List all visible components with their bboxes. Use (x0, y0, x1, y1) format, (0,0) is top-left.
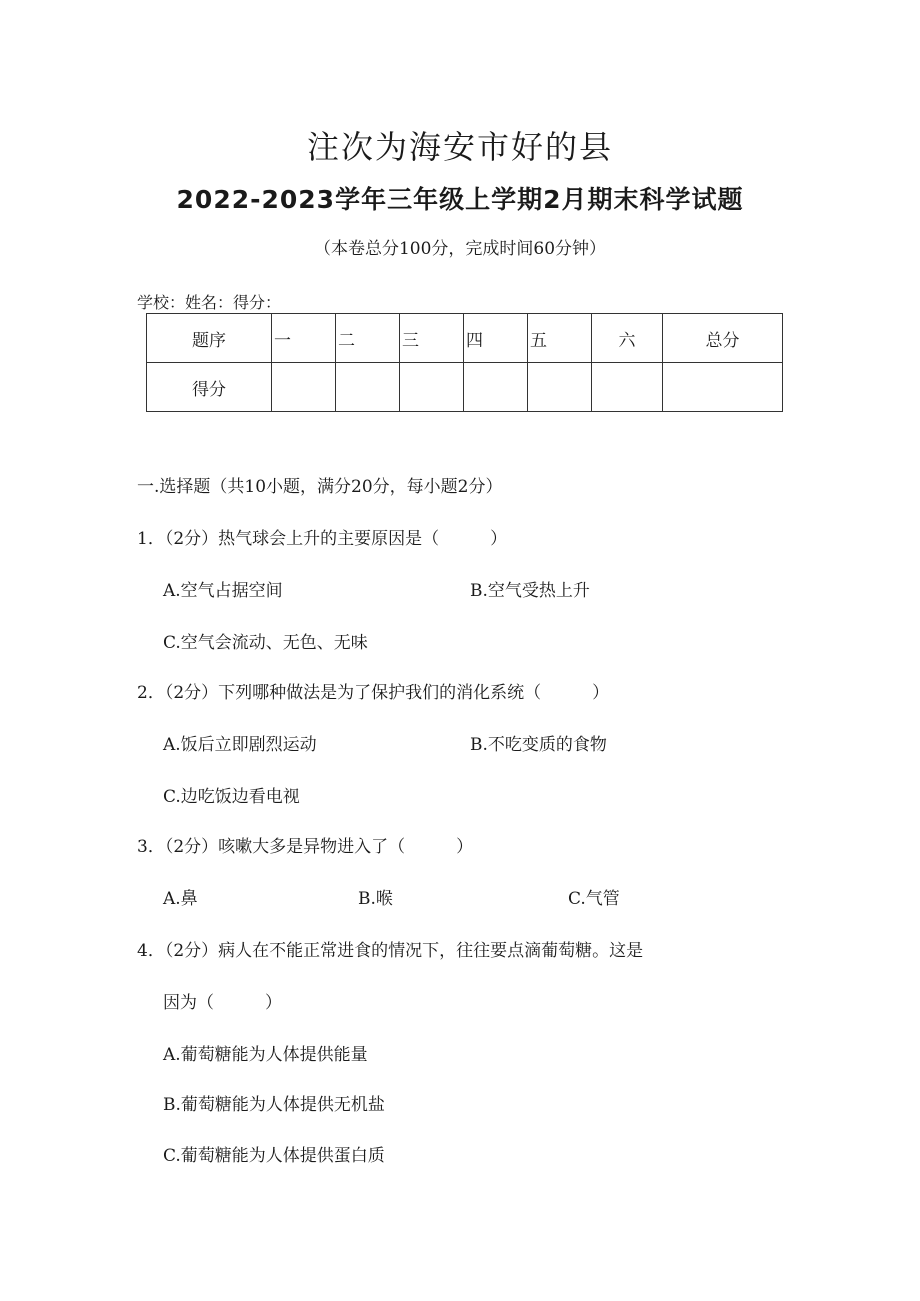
question-stem-line-2: 因为（ ） (163, 993, 282, 1013)
question-stem-line-1: 4．（2分）病人在不能正常进食的情况下，往往要点滴葡萄糖。这是 (137, 941, 644, 961)
score-input-1[interactable] (272, 363, 336, 412)
question-stem: 3．（2分）咳嗽大多是异物进入了（ ） (137, 837, 474, 857)
option-b[interactable]: B.喉 (358, 889, 393, 909)
option-a[interactable]: A.空气占据空间 (163, 581, 283, 601)
table-cell-4: 四 (464, 314, 528, 363)
table-cell-order: 题序 (147, 314, 272, 363)
section-heading: 一.选择题（共10小题，满分20分，每小题2分） (137, 477, 503, 497)
option-b[interactable]: B.不吃变质的食物 (470, 735, 607, 755)
title-line-2: 2022-2023学年三年级上学期2月期末科学试题 (176, 185, 744, 214)
score-input-3[interactable] (400, 363, 464, 412)
option-c[interactable]: C.气管 (568, 889, 620, 909)
score-input-2[interactable] (336, 363, 400, 412)
school-name-score-line: 学校：姓名：得分： (137, 293, 282, 312)
option-a[interactable]: A.鼻 (163, 889, 198, 909)
score-input-6[interactable] (592, 363, 663, 412)
score-input-total[interactable] (663, 363, 783, 412)
option-c[interactable]: C.空气会流动、无色、无味 (163, 633, 368, 653)
score-table (146, 313, 783, 412)
question-stem: 2．（2分）下列哪种做法是为了保护我们的消化系统（ ） (137, 683, 610, 703)
table-cell-6: 六 (592, 314, 663, 363)
option-c[interactable]: C.边吃饭边看电视 (163, 787, 300, 807)
table-cell-total: 总分 (663, 314, 783, 363)
score-table-header-row (147, 314, 783, 363)
table-cell-5: 五 (528, 314, 592, 363)
table-cell-1: 一 (272, 314, 336, 363)
title-line-1: 注次为海安市好的县 (306, 128, 613, 166)
option-a[interactable]: A.饭后立即剧烈运动 (163, 735, 317, 755)
score-input-5[interactable] (528, 363, 592, 412)
option-b[interactable]: B.空气受热上升 (470, 581, 590, 601)
table-cell-score-label: 得分 (147, 363, 272, 412)
score-table-score-row (147, 363, 783, 412)
table-cell-3: 三 (400, 314, 464, 363)
option-c[interactable]: C.葡萄糖能为人体提供蛋白质 (163, 1146, 385, 1166)
option-a[interactable]: A.葡萄糖能为人体提供能量 (163, 1045, 368, 1065)
score-input-4[interactable] (464, 363, 528, 412)
exam-note: （本卷总分100分，完成时间60分钟） (313, 239, 607, 259)
option-b[interactable]: B.葡萄糖能为人体提供无机盐 (163, 1095, 385, 1115)
question-stem: 1．（2分）热气球会上升的主要原因是（ ） (137, 529, 508, 549)
table-cell-2: 二 (336, 314, 400, 363)
